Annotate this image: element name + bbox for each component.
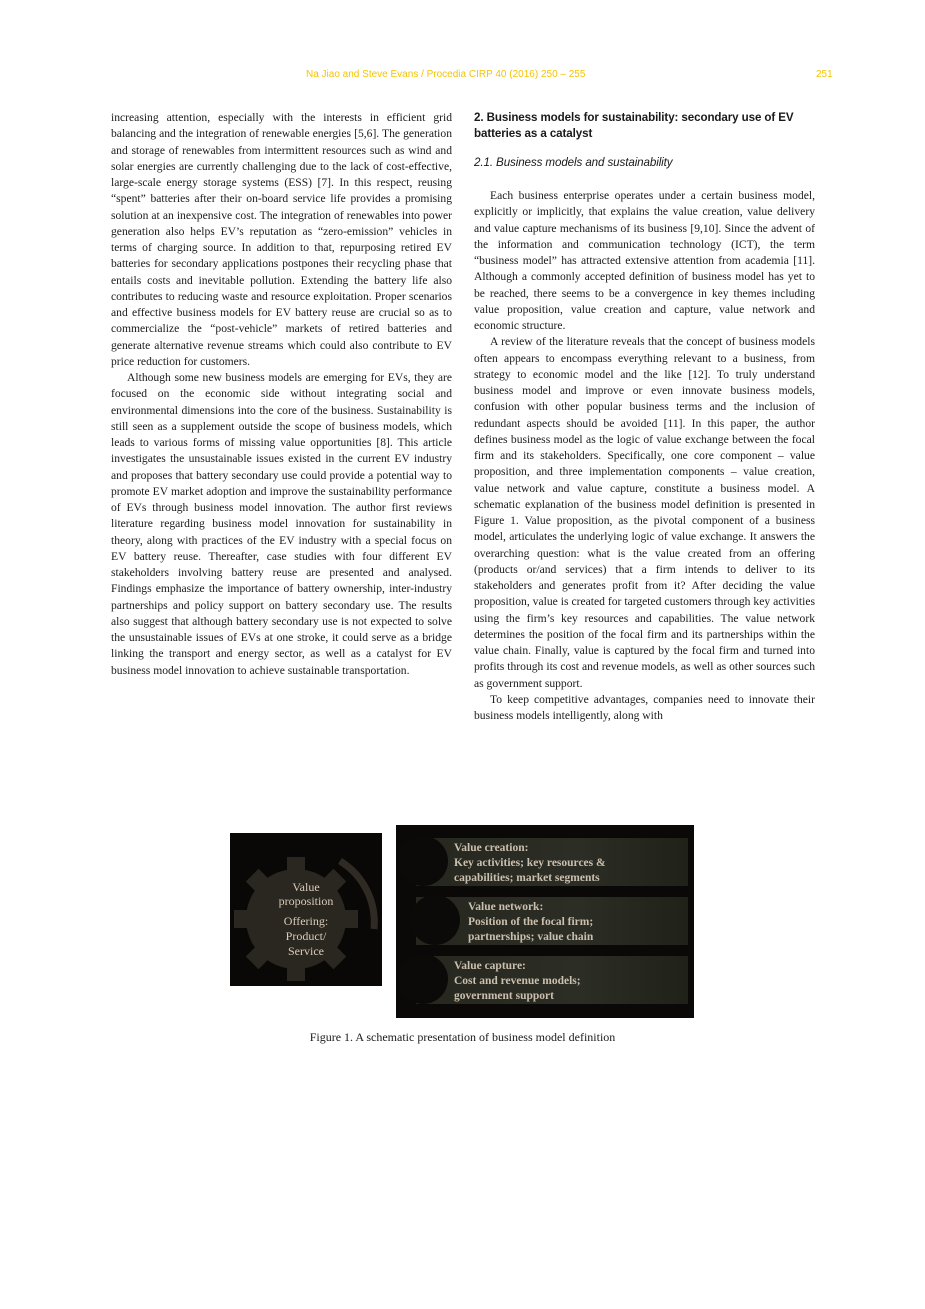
component-text: government support <box>454 990 554 1002</box>
value-proposition-gear <box>230 833 382 986</box>
paragraph: increasing attention, especially with the interests in efficient grid balancing and the integration of renewable energies [5,6]. The generation and storage of renewables from intermittent resources such as wind and solar energies are currently challenging due to the lack of cost-effective, large-scale energy storage systems (ESS) [7]. In this respect, reusing “spent” batteries after their on-board service life provides a promising solution at an inexpensive cost. The integration of renewables into power generation also helps EV’s reputation as “zero-emission” vehicles in terms of charging source. In addition to that, repurposing retired EV batteries for secondary applications postpones their recycling phase that entails costs and inevitable pollution. Extending the battery life also contributes to reducing waste and resource exploitation. Proper scenarios and effective business models for EV battery reuse are crucial so as to commercialize the “post-vehicle” markets of retired batteries and generate alternative revenue streams which could also contribute to EV price reduction for customers. <box>111 111 452 368</box>
component-text: capabilities; market segments <box>454 872 600 884</box>
paragraph: Although some new business models are emerging for EVs, they are focused on the economic side without integrating social and environmental dimensions into the core of the business. Sustainability is still seen as a supplement outside the scope of business models, which leads to various forms of missing value opportunities [8]. This article investigates the unsustainable issues existed in the current EV industry and proposes that battery secondary use could provide a potential way to promote EV market adoption and improve the sustainability performance of EVs through business model innovation. The author first reviews literature regarding business model innovation for sustainability in theory, along with practices of the EV industry with a special focus on EV battery reuse. Thereafter, case studies with four different EV stakeholders involving battery reuse are presented and analysed. Findings emphasize the importance of battery ownership, inter-industry partnerships and policy support on battery secondary use. The results also suggest that although battery secondary use is not expected to solve the unsustainable issues of EVs at one stroke, it could serve as a bridge linking the transport and energy sector, as well as a catalyst for EV business model innovation to achieve sustainable transportation. <box>111 371 452 677</box>
page-number: 251 <box>816 69 833 80</box>
subsection-title: 2.1. Business models and sustainability <box>474 156 673 169</box>
gear-label-line: Service <box>288 944 324 958</box>
business-model-components <box>396 825 694 1018</box>
section-title: 2. Business models for sustainability: secondary use of EV batteries as a catalyst <box>474 111 794 140</box>
component-heading: Value capture: <box>454 960 526 972</box>
circle-icon <box>398 954 448 1004</box>
right-column <box>474 110 815 724</box>
component-heading: Value network: <box>468 901 544 913</box>
component-text: Position of the focal firm; <box>468 916 594 928</box>
gear-icon <box>230 833 382 986</box>
running-title: Na Jiao and Steve Evans / Procedia CIRP 40 (2016) 250 – 255 <box>306 69 586 80</box>
gear-label-line: Value <box>292 880 320 894</box>
figure-caption: Figure 1. A schematic presentation of business model definition <box>309 1030 616 1044</box>
circle-icon <box>398 836 448 886</box>
gear-label-line: proposition <box>278 894 334 908</box>
component-text: Cost and revenue models; <box>454 975 581 987</box>
left-column <box>111 110 452 679</box>
component-heading: Value creation: <box>454 842 529 854</box>
paragraph: Each business enterprise operates under a certain business model, explicitly or implicitly, that explains the value creation, value delivery and value capture mechanisms of its business [9,10]. Since the advent of the information and communication technology (ICT), the term “business model” has attracted extensive attention from academia [11]. Although a commonly accepted definition of business model has yet to be reached, there seems to be a convergence in key themes including value proposition, value creation and capture, value network and economic structure. <box>474 189 815 332</box>
component-text: partnerships; value chain <box>468 931 594 943</box>
gear-label-line: Offering: <box>283 914 329 928</box>
paragraph: To keep competitive advantages, companies need to innovate their business models intelligently, along with <box>474 692 815 722</box>
gear-label-line: Product/ <box>285 929 327 943</box>
circle-icon <box>410 895 460 945</box>
component-text: Key activities; key resources & <box>454 857 606 869</box>
paragraph: A review of the literature reveals that the concept of business models often appears to encompass everything relevant to a business, from strategy to economic model and the like [12]. To truly understand business model and improve or even innovate business models, confusion with other popular business terms and the inclusion of redundant aspects should be avoided [11]. In this paper, the author defines business model as the logic of value exchange between the focal firm and its stakeholders. Specifically, one core component – value proposition, and three implementation components – value creation, value network and value capture, constitute a business model. A schematic explanation of the business model definition is presented in Figure 1. Value proposition, as the pivotal component of a business model, articulates the underlying logic of value exchange. It answers the overarching question: what is the value created from an offering (products or/and services) that a firm intends to deliver to its stakeholders and generates profit from it? After deciding the value proposition, value is created for targeted customers through key activities using the firm’s key resources and capabilities. The value network determines the position of the focal firm and its partnerships within the value chain. Finally, value is captured by the focal firm and turned into profits through its cost and revenue models, as well as other sources such as government support. <box>474 335 815 690</box>
running-header <box>0 69 925 83</box>
